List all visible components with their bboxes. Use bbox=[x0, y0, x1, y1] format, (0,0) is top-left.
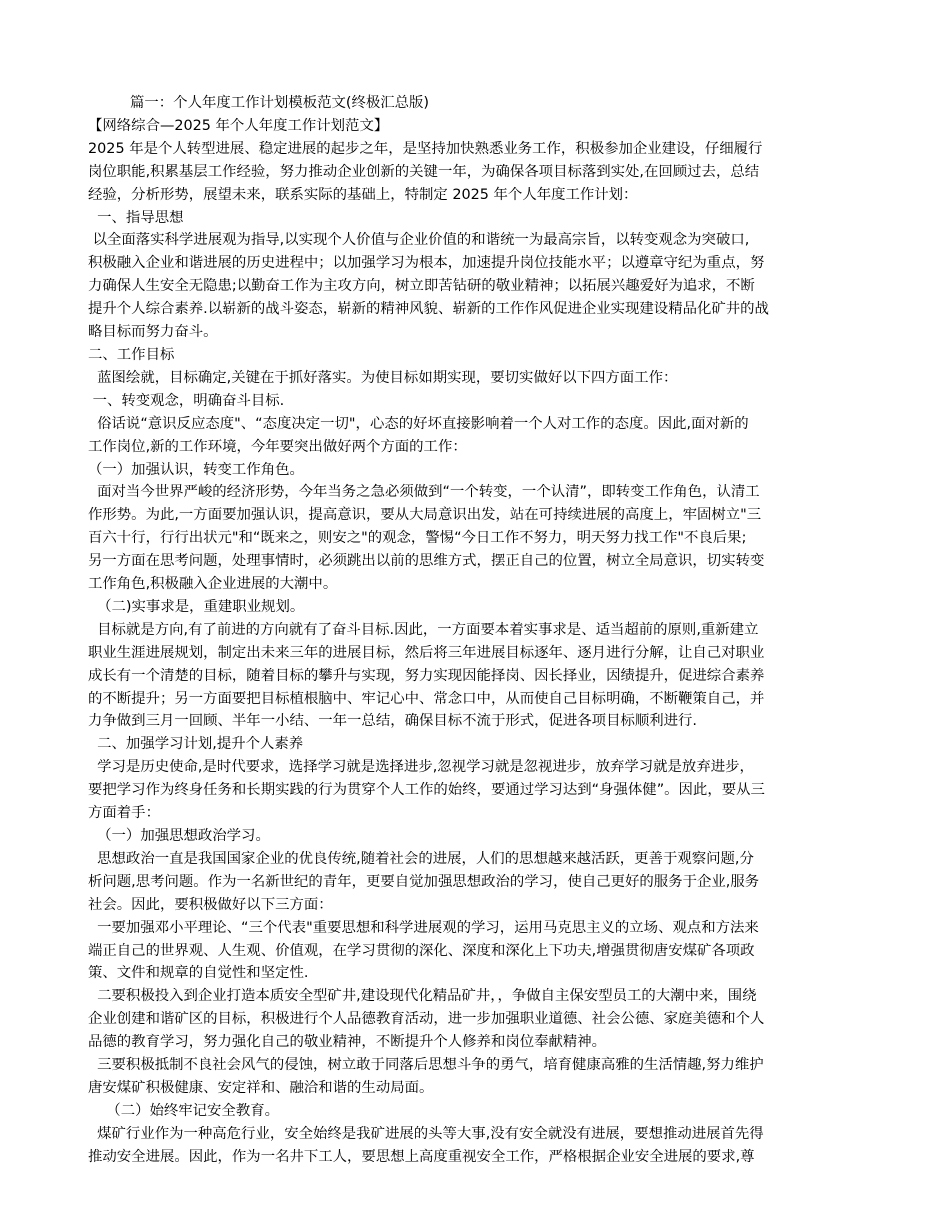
paragraph-line: 的不断提升；另一方面要把目标植根脑中、牢记心中、常念口中，从而使自己目标明确，不断鞭策自己，并 bbox=[88, 690, 765, 707]
paragraph-line: （一）加强认识，转变工作角色。 bbox=[88, 461, 304, 478]
paragraph-line: 面对当今世界严峻的经济形势，今年当务之急必须做到“一个转变，一个认清”，即转变工作角色，认清工 bbox=[88, 484, 760, 501]
paragraph-line: 二、加强学习计划,提升个人素养 bbox=[88, 736, 304, 753]
paragraph-line: 2025 年是个人转型进展、稳定进展的起步之年，是坚持加快熟悉业务工作，积极参加企业建设，仔细履行 bbox=[88, 140, 763, 157]
paragraph-line: 力争做到三月一回顾、半年一小结、一年一总结，确保目标不流于形式，促进各项目标顺利进行. bbox=[88, 713, 697, 730]
paragraph-line: 唐安煤矿积极健康、安定祥和、融洽和谐的生动局面。 bbox=[88, 1079, 434, 1096]
paragraph-line: 积极融入企业和谐进展的历史进程中；以加强学习为根本，加速提升岗位技能水平；以遵章守纪为重点，努 bbox=[88, 255, 765, 272]
paragraph-line: 二、工作目标 bbox=[88, 346, 175, 363]
paragraph-line: （二)实事求是，重建职业规划。 bbox=[88, 598, 305, 615]
paragraph-line: （二）始终牢记安全教育。 bbox=[88, 1102, 279, 1119]
paragraph-line: 社会。因此，要积极做好以下三方面： bbox=[88, 896, 333, 913]
paragraph-line: 推动安全进展。因此，作为一名井下工人，要思想上高度重视安全工作，严格根据企业安全进展的要求,尊 bbox=[88, 1148, 755, 1165]
paragraph-line: 要把学习作为终身任务和长期实践的行为贯穿个人工作的始终，要通过学习达到“身强体健”。因此，要从三 bbox=[88, 782, 765, 799]
paragraph-line: 成长有一个清楚的目标，随着目标的攀升与实现，努力实现因能择岗、因长择业，因绩提升，促进综合素养 bbox=[88, 667, 765, 684]
paragraph-line: 三要积极抵制不良社会风气的侵蚀，树立敢于同落后思想斗争的勇气，培育健康高雅的生活情趣,努力维护 bbox=[88, 1057, 764, 1074]
paragraph-line: 企业创建和谐矿区的目标，积极进行个人品德教育活动，进一步加强职业道德、社会公德、家庭美德和个人 bbox=[88, 1011, 765, 1028]
paragraph-line: 【网络综合—2025 年个人年度工作计划范文】 bbox=[88, 117, 389, 134]
paragraph-line: 俗话说“意识反应态度"、“态度决定一切"，心态的好坏直接影响着一个人对工作的态度。因此,面对新的 bbox=[88, 415, 749, 432]
paragraph-line: 以全面落实科学进展观为指导,以实现个人价值与企业价值的和谐统一为最高宗旨，以转变观念为突破口, bbox=[88, 232, 750, 249]
document-body bbox=[88, 115, 862, 1169]
paragraph-line: 提升个人综合素养.以崭新的战斗姿态，崭新的精神风貌、崭新的工作作风促进企业实现建设精品化矿井的战 bbox=[88, 301, 769, 318]
paragraph-line: 职业生涯进展规划，制定出未来三年的进展目标，然后将三年进展目标逐年、逐月进行分解，让自己对职业 bbox=[88, 644, 765, 661]
paragraph-line: 作形势。为此,一方面要加强认识，提高意识，要从大局意识出发，站在可持续进展的高度上，牢固树立"三 bbox=[88, 507, 762, 524]
paragraph-line: 岗位职能,积累基层工作经验，努力推动企业创新的关键一年，为确保各项目标落到实处,在回顾过去，总结 bbox=[88, 163, 760, 180]
paragraph-line: 工作岗位,新的工作环境，今年要突出做好两个方面的工作： bbox=[88, 438, 467, 455]
paragraph-line: 蓝图绘就，目标确定,关键在于抓好落实。为使目标如期实现，要切实做好以下四方面工作： bbox=[88, 369, 678, 386]
paragraph-line: 二要积极投入到企业打造本质安全型矿井,建设现代化精品矿井，，争做自主保安型员工的大潮中来，围绕 bbox=[88, 988, 757, 1005]
paragraph-line: 另一方面在思考问题，处理事情时，必须跳出以前的思维方式，摆正自己的位置，树立全局意识，切实转变 bbox=[88, 553, 765, 570]
paragraph-line: 品德的教育学习，努力强化自己的敬业精神，不断提升个人修养和岗位奉献精神。 bbox=[88, 1034, 607, 1051]
paragraph-line: 一、转变观念，明确奋斗目标. bbox=[88, 392, 285, 409]
paragraph-line: 思想政治一直是我国国家企业的优良传统,随着社会的进展，人们的思想越来越活跃，更善于观察问题,分 bbox=[88, 850, 754, 867]
paragraph-line: 煤矿行业作为一种高危行业，安全始终是我矿进展的头等大事,没有安全就没有进展，要想推动进展首先得 bbox=[88, 1125, 764, 1142]
paragraph-line: 略目标而努力奋斗。 bbox=[88, 324, 218, 341]
paragraph-line: 端正自己的世界观、人生观、价值观，在学习贯彻的深化、深度和深化上下功夫,增强贯彻唐安煤矿各项政 bbox=[88, 942, 755, 959]
paragraph-line: 一、指导思想 bbox=[88, 209, 184, 226]
paragraph-line: 策、文件和规章的自觉性和坚定性. bbox=[88, 965, 309, 982]
paragraph-line: 经验，分析形势，展望未来，联系实际的基础上，特制定 2025 年个人年度工作计划： bbox=[88, 186, 638, 203]
paragraph-line: 力确保人生安全无隐患;以勤奋工作为主攻方向，树立即苦钻研的敬业精神；以拓展兴趣爱好为追求，不断 bbox=[88, 278, 755, 295]
paragraph-line: 析问题,思考问题。作为一名新世纪的青年，更要自觉加强思想政治的学习，使自己更好的服务于企业,服务 bbox=[88, 873, 760, 890]
paragraph-line: 方面着手： bbox=[88, 805, 160, 822]
paragraph-line: 百六十行，行行出状元"和“既来之，则安之"的观念，警惕“今日工作不努力，明天努力找工作"不良后果; bbox=[88, 530, 747, 547]
paragraph-line: 目标就是方向,有了前进的方向就有了奋斗目标.因此，一方面要本着实事求是、适当超前的原则,重新建立 bbox=[88, 621, 759, 638]
paragraph-line: 工作角色,积极融入企业进展的大潮中。 bbox=[88, 576, 338, 593]
document-title: 篇一：个人年度工作计划模板范文(终极汇总版) bbox=[130, 95, 430, 111]
paragraph-line: （一）加强思想政治学习。 bbox=[88, 828, 270, 844]
paragraph-line: 一要加强邓小平理论、“三个代表"重要思想和科学进展观的学习，运用马克思主义的立场、观点和方法来 bbox=[88, 919, 759, 936]
paragraph-line: 学习是历史使命,是时代要求，选择学习就是选择进步,忽视学习就是忽视进步，放弃学习就是放弃进步， bbox=[88, 759, 754, 776]
